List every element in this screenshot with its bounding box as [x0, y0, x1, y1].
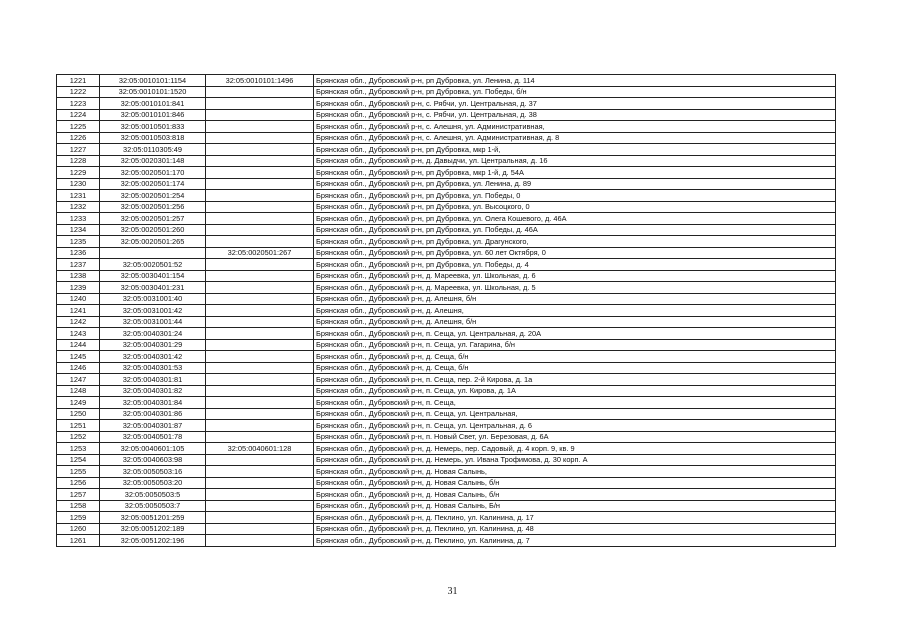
- address-cell: Брянская обл., Дубровский р-н, п. Сеща, пер. 2-й Кирова, д. 1а: [314, 374, 836, 386]
- table-row: [57, 431, 836, 443]
- address-cell: Брянская обл., Дубровский р-н, д. Мареевка, ул. Школьная, д. 6: [314, 270, 836, 282]
- table-row: [57, 374, 836, 386]
- table-row: [57, 420, 836, 432]
- row-number-cell: 1244: [57, 339, 100, 351]
- address-cell: Брянская обл., Дубровский р-н, п. Сеща, ул. Гагарина, б/н: [314, 339, 836, 351]
- table-row: [57, 132, 836, 144]
- table-row: [57, 328, 836, 340]
- cadastral-number-cell: 32:05:0050503:5: [100, 489, 206, 501]
- cadastral-number-cell: 32:05:0020301:148: [100, 155, 206, 167]
- cadastral-number-cell: 32:05:0020501:265: [100, 236, 206, 248]
- cadastral-number-cell: [100, 247, 206, 259]
- related-cadastral-number-cell: [206, 523, 314, 535]
- cadastral-number-cell: 32:05:0031001:42: [100, 305, 206, 317]
- related-cadastral-number-cell: [206, 328, 314, 340]
- row-number-cell: 1259: [57, 512, 100, 524]
- address-cell: Брянская обл., Дубровский р-н, д. Мареевка, ул. Школьная, д. 5: [314, 282, 836, 294]
- related-cadastral-number-cell: [206, 121, 314, 133]
- related-cadastral-number-cell: [206, 259, 314, 271]
- table-row: [57, 155, 836, 167]
- address-cell: Брянская обл., Дубровский р-н, с. Рябчи, ул. Центральная, д. 38: [314, 109, 836, 121]
- related-cadastral-number-cell: [206, 466, 314, 478]
- cadastral-number-cell: 32:05:0050503:16: [100, 466, 206, 478]
- table-row: [57, 408, 836, 420]
- row-number-cell: 1260: [57, 523, 100, 535]
- table-row: [57, 201, 836, 213]
- table-row: [57, 190, 836, 202]
- address-cell: Брянская обл., Дубровский р-н, рп Дубровка, мкр 1-й,: [314, 144, 836, 156]
- cadastral-number-cell: 32:05:0040301:42: [100, 351, 206, 363]
- cadastral-number-cell: 32:05:0040301:29: [100, 339, 206, 351]
- address-cell: Брянская обл., Дубровский р-н, п. Новый Свет, ул. Березовая, д. 6А: [314, 431, 836, 443]
- row-number-cell: 1229: [57, 167, 100, 179]
- address-cell: Брянская обл., Дубровский р-н, рп Дубровка, ул. Высоцкого, 0: [314, 201, 836, 213]
- cadastral-number-cell: 32:05:0050503:7: [100, 500, 206, 512]
- address-cell: Брянская обл., Дубровский р-н, д. Сеща, б/н: [314, 351, 836, 363]
- cadastral-number-cell: 32:05:0040601:105: [100, 443, 206, 455]
- related-cadastral-number-cell: [206, 397, 314, 409]
- row-number-cell: 1261: [57, 535, 100, 547]
- cadastral-number-cell: 32:05:0020501:52: [100, 259, 206, 271]
- cadastral-number-cell: 32:05:0040501:78: [100, 431, 206, 443]
- related-cadastral-number-cell: [206, 282, 314, 294]
- row-number-cell: 1243: [57, 328, 100, 340]
- row-number-cell: 1231: [57, 190, 100, 202]
- page-number: 31: [447, 586, 458, 597]
- related-cadastral-number-cell: [206, 86, 314, 98]
- related-cadastral-number-cell: [206, 489, 314, 501]
- related-cadastral-number-cell: [206, 305, 314, 317]
- address-cell: Брянская обл., Дубровский р-н, рп Дубровка, ул. Олега Кошевого, д. 46А: [314, 213, 836, 225]
- related-cadastral-number-cell: [206, 155, 314, 167]
- table-row: [57, 247, 836, 259]
- table-row: [57, 178, 836, 190]
- cadastral-number-cell: 32:05:0020501:257: [100, 213, 206, 225]
- table-row: [57, 293, 836, 305]
- cadastral-number-cell: 32:05:0040301:82: [100, 385, 206, 397]
- address-cell: Брянская обл., Дубровский р-н, рп Дубровка, ул. Победы, 0: [314, 190, 836, 202]
- related-cadastral-number-cell: [206, 132, 314, 144]
- address-cell: Брянская обл., Дубровский р-н, п. Сеща, ул. Кирова, д. 1А: [314, 385, 836, 397]
- table-body: [57, 75, 836, 547]
- related-cadastral-number-cell: [206, 144, 314, 156]
- table-row: [57, 121, 836, 133]
- row-number-cell: 1228: [57, 155, 100, 167]
- cadastral-number-cell: 32:05:0040301:24: [100, 328, 206, 340]
- property-register-table: [56, 74, 836, 547]
- row-number-cell: 1255: [57, 466, 100, 478]
- cadastral-number-cell: 32:05:0051202:196: [100, 535, 206, 547]
- related-cadastral-number-cell: 32:05:0040601:128: [206, 443, 314, 455]
- address-cell: Брянская обл., Дубровский р-н, д. Пеклино, ул. Калинина, д. 17: [314, 512, 836, 524]
- table-row: [57, 75, 836, 87]
- related-cadastral-number-cell: [206, 420, 314, 432]
- row-number-cell: 1241: [57, 305, 100, 317]
- row-number-cell: 1245: [57, 351, 100, 363]
- address-cell: Брянская обл., Дубровский р-н, п. Сеща,: [314, 397, 836, 409]
- related-cadastral-number-cell: [206, 316, 314, 328]
- table-row: [57, 98, 836, 110]
- table-row: [57, 489, 836, 501]
- related-cadastral-number-cell: [206, 362, 314, 374]
- address-cell: Брянская обл., Дубровский р-н, д. Новая Салынь,: [314, 466, 836, 478]
- related-cadastral-number-cell: [206, 213, 314, 225]
- related-cadastral-number-cell: [206, 512, 314, 524]
- cadastral-number-cell: 32:05:0010101:1520: [100, 86, 206, 98]
- table-row: [57, 259, 836, 271]
- table-row: [57, 477, 836, 489]
- cadastral-number-cell: 32:05:0020501:170: [100, 167, 206, 179]
- row-number-cell: 1223: [57, 98, 100, 110]
- related-cadastral-number-cell: [206, 374, 314, 386]
- table-row: [57, 500, 836, 512]
- row-number-cell: 1256: [57, 477, 100, 489]
- row-number-cell: 1236: [57, 247, 100, 259]
- table-row: [57, 362, 836, 374]
- related-cadastral-number-cell: [206, 385, 314, 397]
- cadastral-number-cell: 32:05:0040301:86: [100, 408, 206, 420]
- related-cadastral-number-cell: [206, 109, 314, 121]
- related-cadastral-number-cell: [206, 98, 314, 110]
- cadastral-number-cell: 32:05:0051202:189: [100, 523, 206, 535]
- address-cell: Брянская обл., Дубровский р-н, д. Новая Салынь, б/н: [314, 489, 836, 501]
- row-number-cell: 1250: [57, 408, 100, 420]
- table-row: [57, 167, 836, 179]
- row-number-cell: 1246: [57, 362, 100, 374]
- related-cadastral-number-cell: [206, 167, 314, 179]
- related-cadastral-number-cell: [206, 454, 314, 466]
- cadastral-number-cell: 32:05:0031001:44: [100, 316, 206, 328]
- address-cell: Брянская обл., Дубровский р-н, рп Дубровка, ул. Ленина, д. 114: [314, 75, 836, 87]
- table-row: [57, 213, 836, 225]
- row-number-cell: 1254: [57, 454, 100, 466]
- row-number-cell: 1251: [57, 420, 100, 432]
- related-cadastral-number-cell: [206, 431, 314, 443]
- row-number-cell: 1257: [57, 489, 100, 501]
- address-cell: Брянская обл., Дубровский р-н, рп Дубровка, ул. Победы, д. 4: [314, 259, 836, 271]
- row-number-cell: 1232: [57, 201, 100, 213]
- row-number-cell: 1252: [57, 431, 100, 443]
- address-cell: Брянская обл., Дубровский р-н, д. Пеклино, ул. Калинина, д. 7: [314, 535, 836, 547]
- row-number-cell: 1247: [57, 374, 100, 386]
- related-cadastral-number-cell: [206, 500, 314, 512]
- row-number-cell: 1237: [57, 259, 100, 271]
- table-row: [57, 144, 836, 156]
- address-cell: Брянская обл., Дубровский р-н, рп Дубровка, ул. Победы, б/н: [314, 86, 836, 98]
- row-number-cell: 1238: [57, 270, 100, 282]
- cadastral-number-cell: 32:05:0031001:40: [100, 293, 206, 305]
- row-number-cell: 1222: [57, 86, 100, 98]
- row-number-cell: 1248: [57, 385, 100, 397]
- table-row: [57, 385, 836, 397]
- related-cadastral-number-cell: [206, 408, 314, 420]
- address-cell: Брянская обл., Дубровский р-н, рп Дубровка, мкр 1-й, д. 54А: [314, 167, 836, 179]
- cadastral-number-cell: 32:05:0030401:231: [100, 282, 206, 294]
- table-row: [57, 466, 836, 478]
- row-number-cell: 1239: [57, 282, 100, 294]
- cadastral-number-cell: 32:05:0040301:81: [100, 374, 206, 386]
- table-row: [57, 351, 836, 363]
- cadastral-number-cell: 32:05:0020501:260: [100, 224, 206, 236]
- cadastral-number-cell: 32:05:0020501:256: [100, 201, 206, 213]
- address-cell: Брянская обл., Дубровский р-н, с. Рябчи, ул. Центральная, д. 37: [314, 98, 836, 110]
- related-cadastral-number-cell: [206, 224, 314, 236]
- row-number-cell: 1225: [57, 121, 100, 133]
- table-row: [57, 109, 836, 121]
- cadastral-number-cell: 32:05:0020501:254: [100, 190, 206, 202]
- address-cell: Брянская обл., Дубровский р-н, д. Алешня, б/н: [314, 293, 836, 305]
- address-cell: Брянская обл., Дубровский р-н, д. Сеща, б/н: [314, 362, 836, 374]
- table-row: [57, 316, 836, 328]
- cadastral-number-cell: 32:05:0010101:841: [100, 98, 206, 110]
- cadastral-number-cell: 32:05:0040301:53: [100, 362, 206, 374]
- row-number-cell: 1227: [57, 144, 100, 156]
- row-number-cell: 1242: [57, 316, 100, 328]
- address-cell: Брянская обл., Дубровский р-н, рп Дубровка, ул. 60 лет Октября, 0: [314, 247, 836, 259]
- address-cell: Брянская обл., Дубровский р-н, д. Алешня, б/н: [314, 316, 836, 328]
- address-cell: Брянская обл., Дубровский р-н, рп Дубровка, ул. Ленина, д. 89: [314, 178, 836, 190]
- related-cadastral-number-cell: [206, 351, 314, 363]
- cadastral-number-cell: 32:05:0040603:98: [100, 454, 206, 466]
- address-cell: Брянская обл., Дубровский р-н, д. Немерь, ул. Ивана Трофимова, д. 30 корп. А: [314, 454, 836, 466]
- related-cadastral-number-cell: 32:05:0010101:1496: [206, 75, 314, 87]
- table-row: [57, 523, 836, 535]
- row-number-cell: 1240: [57, 293, 100, 305]
- cadastral-number-cell: 32:05:0110305:49: [100, 144, 206, 156]
- related-cadastral-number-cell: [206, 178, 314, 190]
- address-cell: Брянская обл., Дубровский р-н, д. Давыдчи, ул. Центральная, д. 16: [314, 155, 836, 167]
- address-cell: Брянская обл., Дубровский р-н, д. Немерь, пер. Садовый, д. 4 корп. 9, кв. 9: [314, 443, 836, 455]
- table-row: [57, 86, 836, 98]
- row-number-cell: 1249: [57, 397, 100, 409]
- cadastral-number-cell: 32:05:0030401:154: [100, 270, 206, 282]
- address-cell: Брянская обл., Дубровский р-н, рп Дубровка, ул. Драгунского,: [314, 236, 836, 248]
- related-cadastral-number-cell: [206, 236, 314, 248]
- row-number-cell: 1233: [57, 213, 100, 225]
- cadastral-number-cell: 32:05:0040301:87: [100, 420, 206, 432]
- table-row: [57, 454, 836, 466]
- related-cadastral-number-cell: [206, 535, 314, 547]
- address-cell: Брянская обл., Дубровский р-н, с. Алешня, ул. Административная, д. 8: [314, 132, 836, 144]
- table-row: [57, 512, 836, 524]
- table-row: [57, 339, 836, 351]
- cadastral-number-cell: 32:05:0020501:174: [100, 178, 206, 190]
- cadastral-number-cell: 32:05:0010503:818: [100, 132, 206, 144]
- cadastral-number-cell: 32:05:0010101:846: [100, 109, 206, 121]
- table-row: [57, 397, 836, 409]
- table-row: [57, 224, 836, 236]
- row-number-cell: 1234: [57, 224, 100, 236]
- table-row: [57, 236, 836, 248]
- address-cell: Брянская обл., Дубровский р-н, д. Новая Салынь, б/н: [314, 477, 836, 489]
- table-row: [57, 305, 836, 317]
- address-cell: Брянская обл., Дубровский р-н, д. Пеклино, ул. Калинина, д. 48: [314, 523, 836, 535]
- cadastral-number-cell: 32:05:0040301:84: [100, 397, 206, 409]
- address-cell: Брянская обл., Дубровский р-н, с. Алешня, ул. Административная,: [314, 121, 836, 133]
- table-row: [57, 270, 836, 282]
- address-cell: Брянская обл., Дубровский р-н, д. Новая Салынь, Б/н: [314, 500, 836, 512]
- related-cadastral-number-cell: 32:05:0020501:267: [206, 247, 314, 259]
- cadastral-number-cell: 32:05:0050503:20: [100, 477, 206, 489]
- row-number-cell: 1253: [57, 443, 100, 455]
- address-cell: Брянская обл., Дубровский р-н, рп Дубровка, ул. Победы, д. 46А: [314, 224, 836, 236]
- related-cadastral-number-cell: [206, 190, 314, 202]
- row-number-cell: 1235: [57, 236, 100, 248]
- row-number-cell: 1258: [57, 500, 100, 512]
- row-number-cell: 1226: [57, 132, 100, 144]
- related-cadastral-number-cell: [206, 270, 314, 282]
- related-cadastral-number-cell: [206, 339, 314, 351]
- table-row: [57, 535, 836, 547]
- row-number-cell: 1230: [57, 178, 100, 190]
- cadastral-number-cell: 32:05:0010501:833: [100, 121, 206, 133]
- cadastral-number-cell: 32:05:0010101:1154: [100, 75, 206, 87]
- table-row: [57, 443, 836, 455]
- address-cell: Брянская обл., Дубровский р-н, п. Сеща, ул. Центральная, д. 20А: [314, 328, 836, 340]
- address-cell: Брянская обл., Дубровский р-н, п. Сеща, ул. Центральная, д. 6: [314, 420, 836, 432]
- table-row: [57, 282, 836, 294]
- related-cadastral-number-cell: [206, 201, 314, 213]
- cadastral-number-cell: 32:05:0051201:259: [100, 512, 206, 524]
- address-cell: Брянская обл., Дубровский р-н, д. Алешня,: [314, 305, 836, 317]
- row-number-cell: 1224: [57, 109, 100, 121]
- related-cadastral-number-cell: [206, 477, 314, 489]
- related-cadastral-number-cell: [206, 293, 314, 305]
- row-number-cell: 1221: [57, 75, 100, 87]
- address-cell: Брянская обл., Дубровский р-н, п. Сеща, ул. Центральная,: [314, 408, 836, 420]
